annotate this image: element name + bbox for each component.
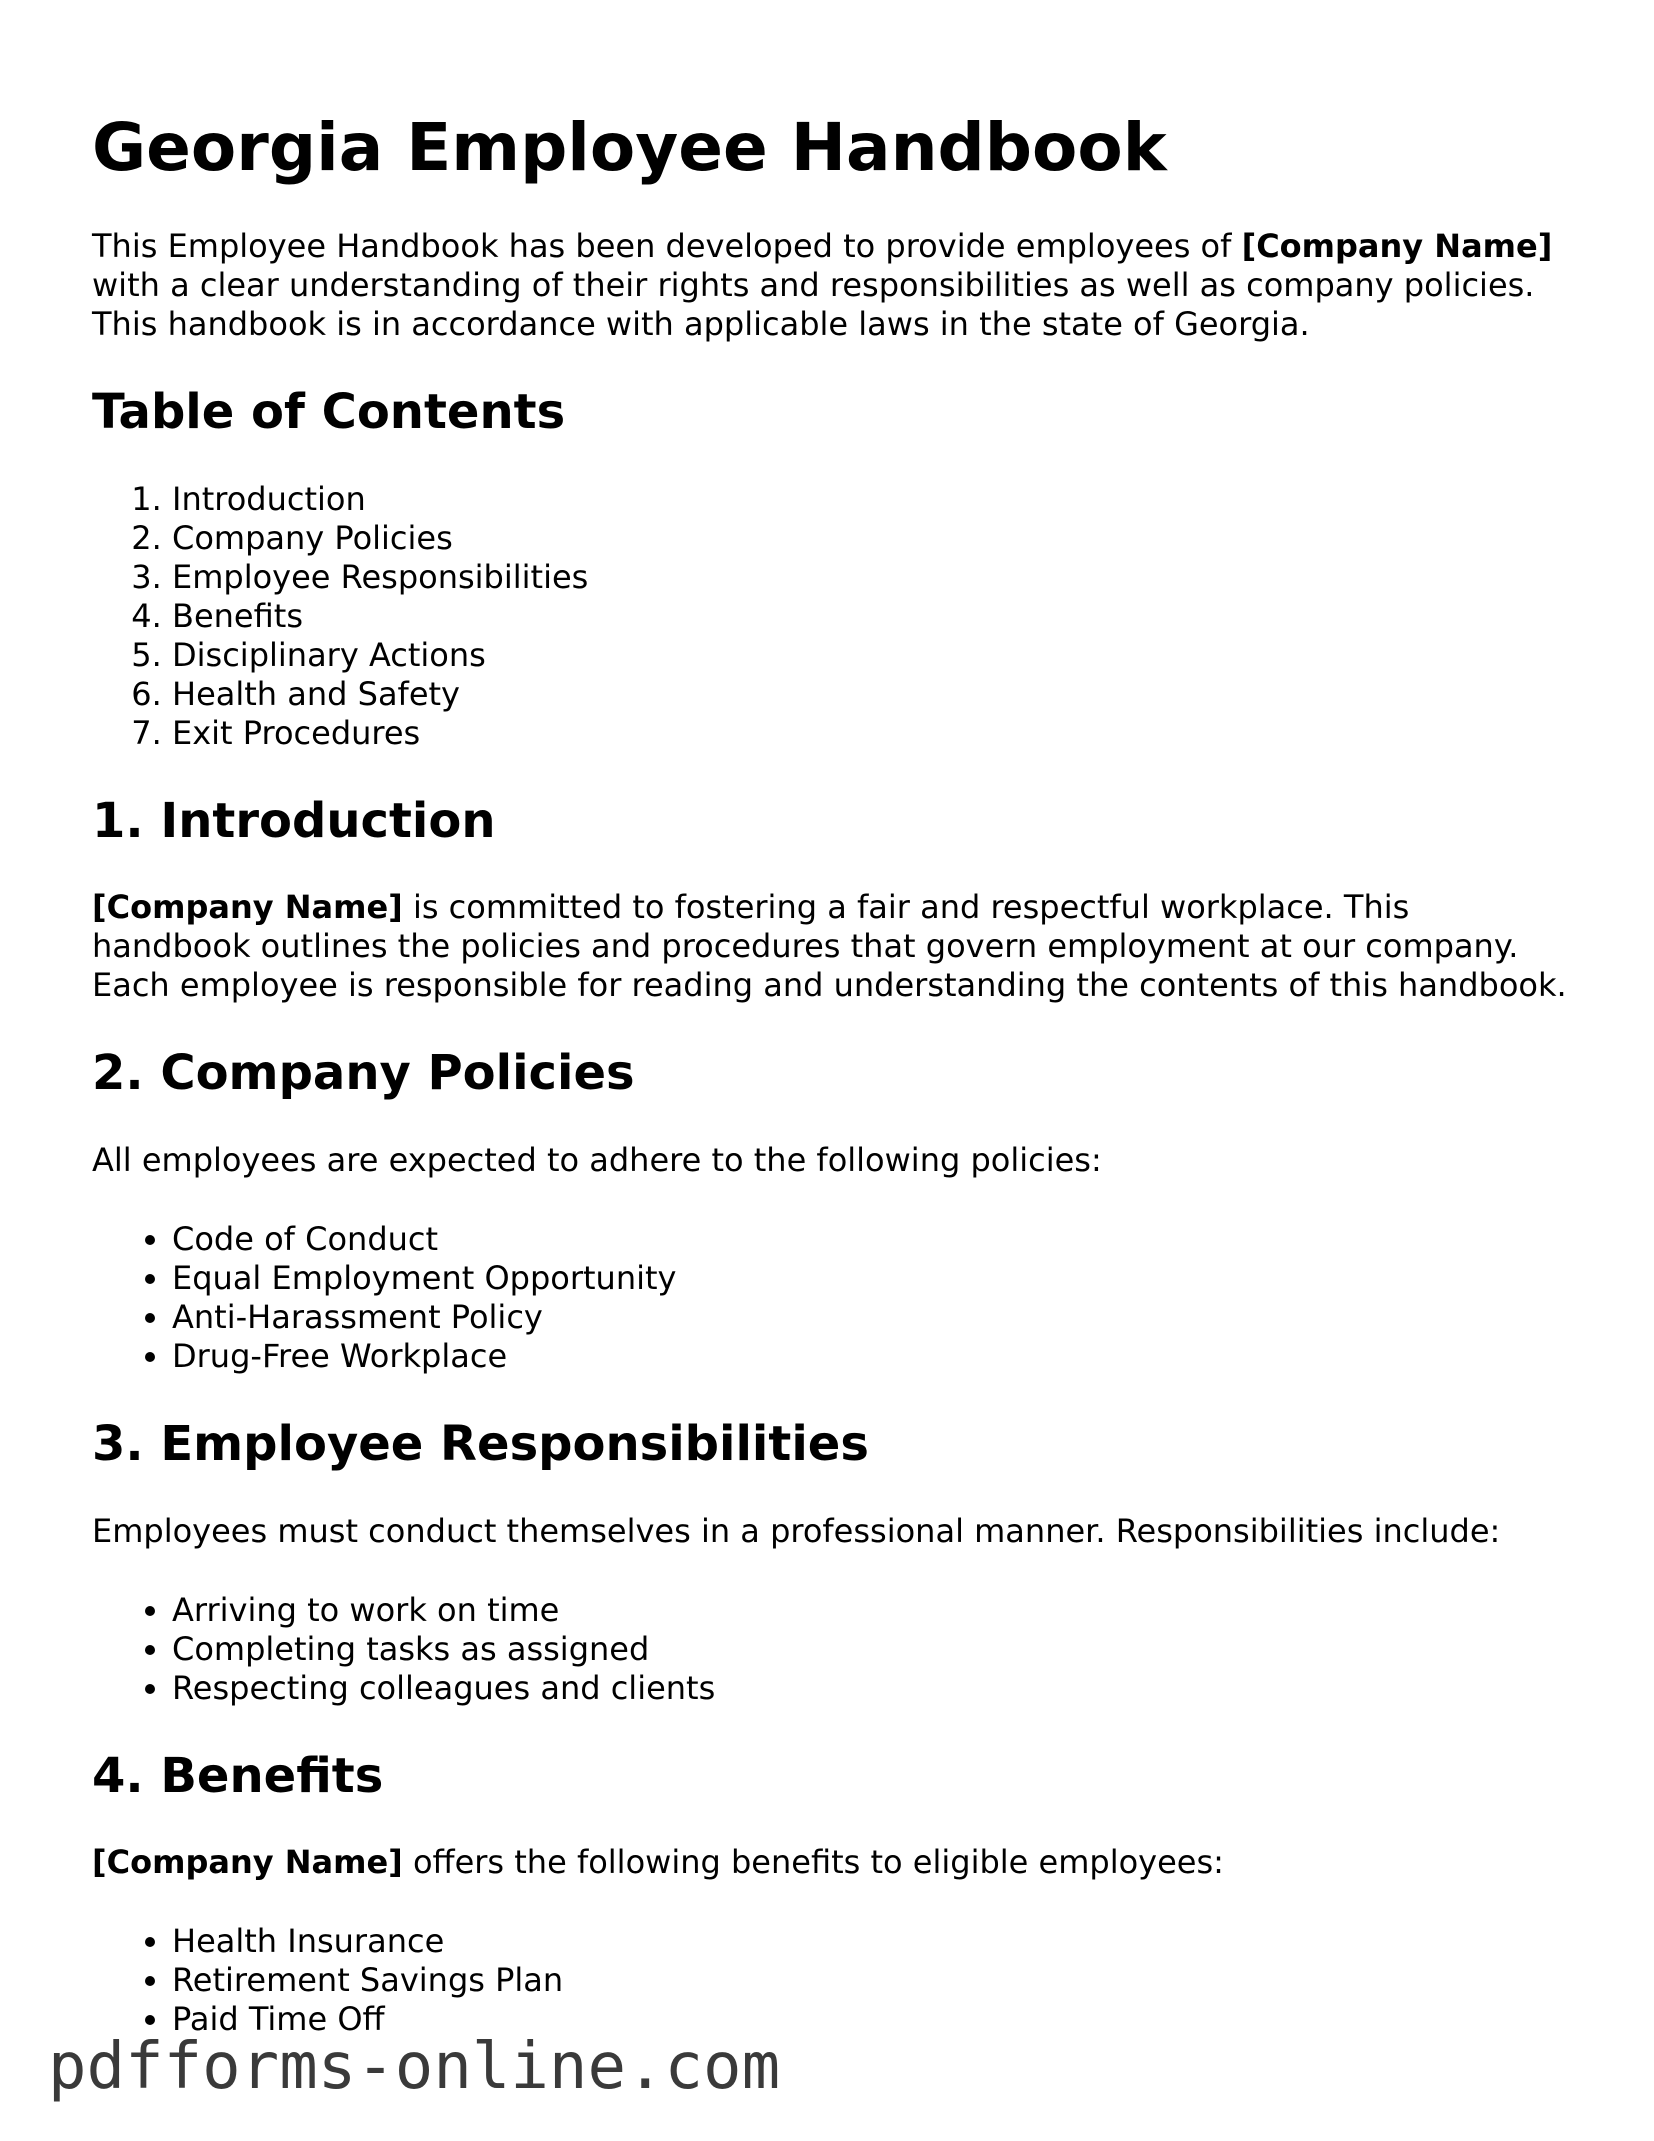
toc-item: 1. Introduction [172,480,1572,519]
introduction-paragraph [92,888,1572,1005]
list-item: • Anti-Harassment Policy [172,1298,1572,1337]
responsibilities-paragraph: Employees must conduct themselves in a professional manner. Responsibilities include: [92,1511,1501,1550]
benefits-text: offers the following benefits to eligible employees: [402,1843,1224,1882]
toc-item: 5. Disciplinary Actions [172,636,1572,675]
toc-item: 6. Health and Safety [172,675,1572,714]
company-name-placeholder: [Company Name] [92,1843,403,1882]
list-item: • Completing tasks as assigned [172,1630,1572,1669]
list-item: • Retirement Savings Plan [172,1961,1572,2000]
toc-item: 2. Company Policies [172,519,1572,558]
list-item: • Health Insurance [172,1922,1572,1961]
document-title: Georgia Employee Handbook [92,109,1167,186]
toc-item: 3. Employee Responsibilities [172,558,1572,597]
responsibilities-list [92,1591,1572,1708]
toc-heading: Table of Contents [92,384,566,441]
benefits-list [92,1922,1572,2039]
intro-text-before: This Employee Handbook has been developed to provide employees of [92,227,1242,266]
list-item: • Arriving to work on time [172,1591,1572,1630]
policies-paragraph: All employees are expected to adhere to the following policies: [92,1140,1102,1179]
benefits-paragraph [92,1843,1572,1882]
list-item: • Respecting colleagues and clients [172,1669,1572,1708]
list-item: • Paid Time Off [172,2000,1572,2039]
list-item: • Code of Conduct [172,1220,1572,1259]
toc-list [92,480,1572,753]
policies-list [92,1220,1572,1376]
company-name-placeholder: [Company Name] [1241,227,1553,266]
toc-item: 4. Benefits [172,597,1572,636]
toc-item: 7. Exit Procedures [172,714,1572,753]
section-heading-responsibilities: 3. Employee Responsibilities [92,1415,869,1472]
list-item: • Drug-Free Workplace [172,1337,1572,1376]
section-heading-introduction: 1. Introduction [92,792,496,849]
watermark: pdfforms-online.com [48,2030,781,2104]
section-heading-policies: 2. Company Policies [92,1045,635,1102]
introduction-text: is committed to fostering a fair and respectful workplace. This handbook outlines the policies and procedures that govern employment at our company. Each employee is responsible for reading and understanding the contents of this handbook. [92,888,1567,1005]
intro-text-after: with a clear understanding of their rights and responsibilities as well as company policies. This handbook is in accordance with applicable laws in the state of Georgia. [92,266,1535,344]
section-heading-benefits: 4. Benefits [92,1747,384,1804]
document-page [92,108,1572,2079]
intro-paragraph [92,227,1572,344]
list-item: • Equal Employment Opportunity [172,1259,1572,1298]
company-name-placeholder: [Company Name] [92,888,403,927]
